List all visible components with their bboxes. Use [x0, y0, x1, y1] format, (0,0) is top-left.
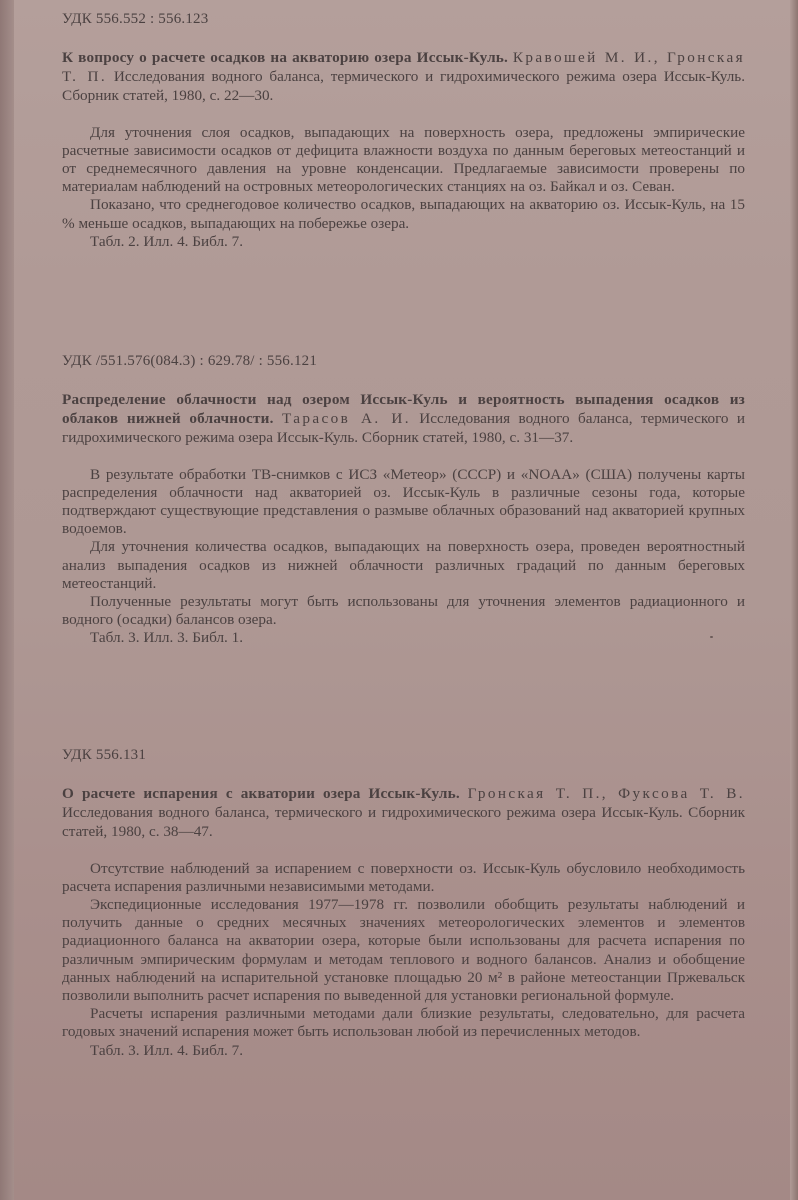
page-gutter	[0, 0, 14, 1200]
udc-code: УДК 556.552 : 556.123	[62, 11, 209, 27]
bibliographic-reference	[62, 48, 745, 106]
abstract-paragraph: Полученные результаты могут быть использованы для уточнения элементов радиационного и водного (осадки) балансов озера.	[62, 593, 745, 629]
abstract-paragraph: Для уточнения слоя осадков, выпадающих на поверхность озера, предложены эмпирические расчетные зависимости осадков от дефицита влажности воздуха по данным береговых метеостанций и от среднемесячного давления на уровне конденсации. Предлагаемые зависимости проверены по материалам наблюдений на островных метеорологических станциях на оз. Байкал и оз. Севан.	[62, 123, 745, 196]
article-title: К вопросу о расчете осадков на акваторию озера Иссык-Куль.	[62, 49, 509, 66]
tables-illustrations-count: Табл. 2. Илл. 4. Библ. 7.	[90, 232, 244, 250]
bibliographic-reference	[62, 390, 745, 448]
bibliographic-reference	[62, 784, 745, 842]
article-title: О расчете испарения с акватории озера Иссык-Куль.	[62, 785, 460, 802]
page-edge	[790, 0, 798, 1200]
abstract-paragraph: Отсутствие наблюдений за испарением с поверхности оз. Иссык-Куль обусловило необходимость расчета испарения различными независимыми методами.	[62, 859, 745, 895]
abstract-paragraph: Экспедиционные исследования 1977—1978 гг. позволили обобщить результаты наблюдений и получить данные о средних месячных значениях метеорологических элементов и элементов радиационного баланса на акватории озера, которые были использованы для расчета испарения по различным эмпирическим формулам и методам теплового и водного балансов. Анализ и обобщение данных наблюдений на испарительной установке площадью 20 м² в районе метеостанции Пржевальск позволили выполнить расчет испарения по выведенной для установки региональной формуле.	[62, 896, 745, 1005]
abstract-entry-2	[62, 352, 745, 648]
abstract-entry-1	[62, 10, 745, 251]
article-authors: Кравошей М. И., Гронская Т. П.	[62, 49, 745, 86]
abstract-paragraph: Расчеты испарения различными методами дали близкие результаты, следовательно, для расчета годовых значений испарения может быть использован любой из перечисленных методов.	[62, 1005, 745, 1041]
tables-illustrations-count: Табл. 3. Илл. 3. Библ. 1.	[90, 629, 244, 647]
article-authors: Тарасов А. И.	[281, 410, 411, 428]
print-speck	[710, 636, 713, 638]
abstract-paragraph: Для уточнения количества осадков, выпадающих на поверхность озера, проведен вероятностный анализ выпадения осадков из нижней облачности различных градаций по данным береговых метеостанций.	[62, 538, 745, 592]
article-title: Распределение облачности над озером Иссык-Куль и вероятность выпадения осадков из облаков нижней облачности.	[62, 391, 745, 428]
article-source: Исследования водного баланса, термического и гидрохимического режима озера Иссык-Куль. Сборник статей, 1980, с. 22—30.	[62, 68, 746, 105]
udc-code: УДК 556.131	[62, 747, 147, 763]
article-source: Исследования водного баланса, термического и гидрохимического режима озера Иссык-Куль. Сборник статей, 1980, с. 31—37.	[62, 410, 746, 447]
article-source: Исследования водного баланса, термического и гидрохимического режима озера Иссык-Куль. Сборник статей, 1980, с. 38—47.	[62, 804, 745, 841]
abstract-entry-3	[62, 746, 745, 1060]
udc-code: УДК /551.576(084.3) : 629.78/ : 556.121	[62, 353, 318, 369]
abstract-paragraph: Показано, что среднегодовое количество осадков, выпадающих на акваторию оз. Иссык-Куль, на 15 % меньше осадков, выпадающих на побережье озера.	[62, 196, 745, 232]
article-authors: Гронская Т. П., Фуксова Т. В.	[467, 785, 746, 802]
tables-illustrations-count: Табл. 3. Илл. 4. Библ. 7.	[90, 1041, 244, 1059]
abstract-paragraph: В результате обработки ТВ-снимков с ИСЗ «Метеор» (СССР) и «NOAA» (США) получены карты распределения облачности над акваторией оз. Иссык-Куль в различные сезоны года, которые подтверждают существующие представления о размыве облачных образований над акваторией крупных водоемов.	[62, 465, 745, 538]
